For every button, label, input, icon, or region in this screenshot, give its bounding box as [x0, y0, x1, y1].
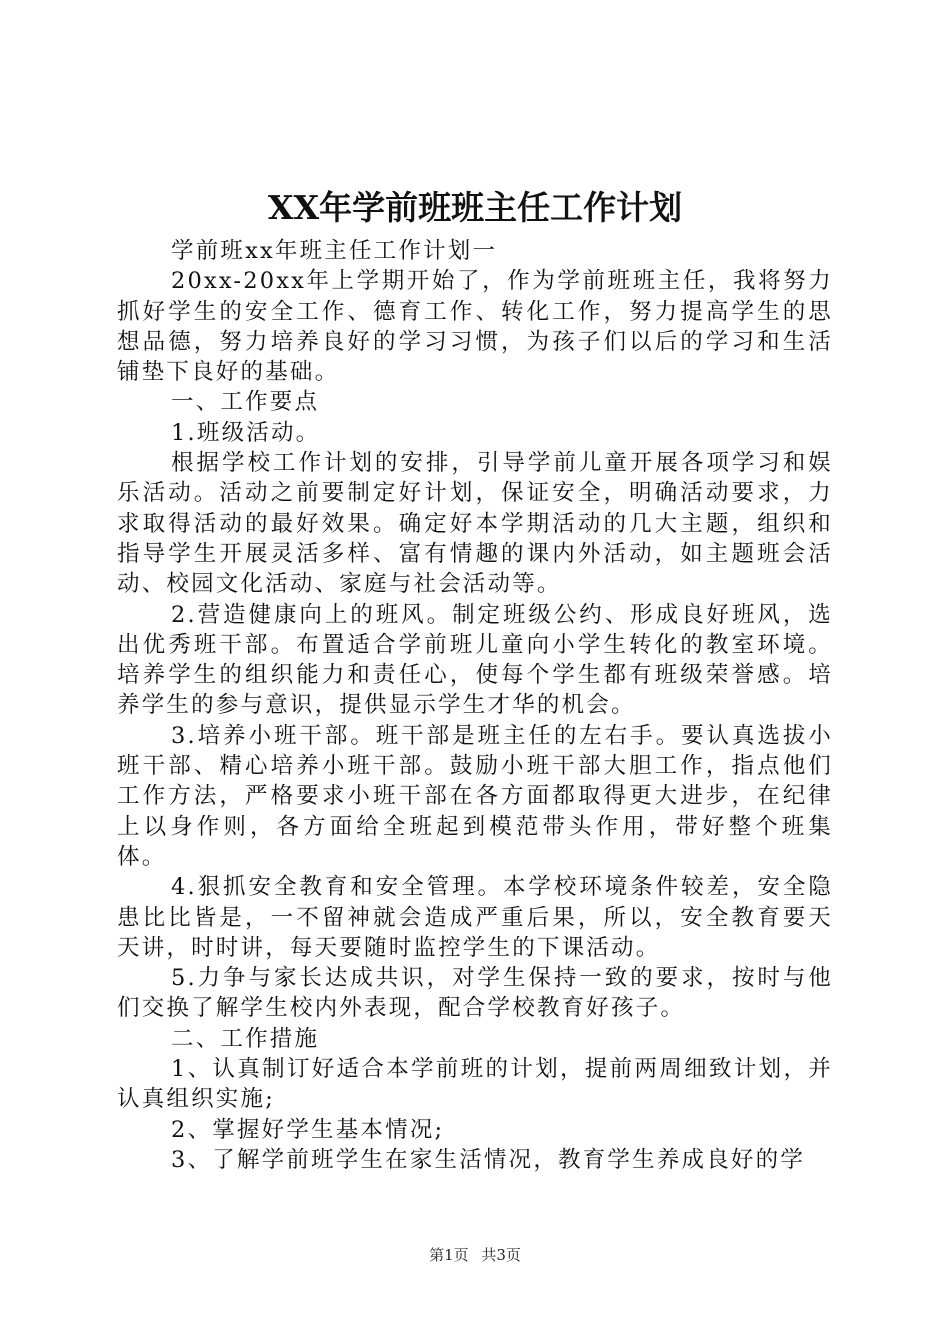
document-title: XX年学前班班主任工作计划 [267, 188, 683, 227]
section-heading-work-points: 一、工作要点 [171, 389, 320, 416]
paragraph-measure-3: 3、了解学前班学生在家生活情况，教育学生养成良好的学 [171, 1146, 806, 1173]
paragraph-measure-1: 1、认真制订好适合本学前班的计划，提前两周细致计划，并认真组织实施; [117, 1056, 833, 1113]
paragraph-class-cadres: 3.培养小班干部。班干部是班主任的左右手。要认真选拔小班干部、精心培养小班干部。鼓励小班干部大胆工作，指点他们工作方法，严格要求小班干部在各方面都取得更大进步，在纪律上以身作则，各方面给全班起到模范带头作用，带好整个班集体。 [117, 722, 833, 870]
paragraph-parents: 5.力争与家长达成共识，对学生保持一致的要求，按时与他们交换了解学生校内外表现，配合学校教育好孩子。 [117, 965, 833, 1022]
paragraph-intro: 20xx-20xx年上学期开始了，作为学前班班主任，我将努力抓好学生的安全工作、德育工作、转化工作，努力提高学生的思想品德，努力培养良好的学习习惯，为孩子们以后的学习和生活铺垫下良好的基础。 [117, 268, 833, 386]
paragraph-class-atmosphere: 2.营造健康向上的班风。制定班级公约、形成良好班风，选出优秀班干部。布置适合学前班儿童向小学生转化的教室环境。培养学生的组织能力和责任心，使每个学生都有班级荣誉感。培养学生的参与意识，提供显示学生才华的机会。 [117, 601, 833, 719]
paragraph-class-activities: 根据学校工作计划的安排，引导学前儿童开展各项学习和娱乐活动。活动之前要制定好计划，保证安全，明确活动要求，力求取得活动的最好效果。确定好本学期活动的几大主题，组织和指导学生开展灵活多样、富有情趣的课内外活动，如主题班会活动、校园文化活动、家庭与社会活动等。 [117, 450, 833, 598]
paragraph-safety: 4.狠抓安全教育和安全管理。本学校环境条件较差，安全隐患比比皆是，一不留神就会造成严重后果，所以，安全教育要天天讲，时时讲，每天要随时监控学生的下课活动。 [117, 874, 833, 961]
paragraph-measure-2: 2、掌握好学生基本情况; [171, 1116, 445, 1143]
item-heading-class-activities: 1.班级活动。 [171, 419, 321, 446]
section-heading-measures: 二、工作措施 [171, 1025, 320, 1052]
document-body [117, 236, 833, 1175]
page-number: 第1页 [429, 1246, 469, 1264]
page-footer [0, 1245, 950, 1265]
page-total: 共3页 [481, 1246, 521, 1264]
paragraph-subtitle: 学前班xx年班主任工作计划一 [171, 238, 498, 264]
